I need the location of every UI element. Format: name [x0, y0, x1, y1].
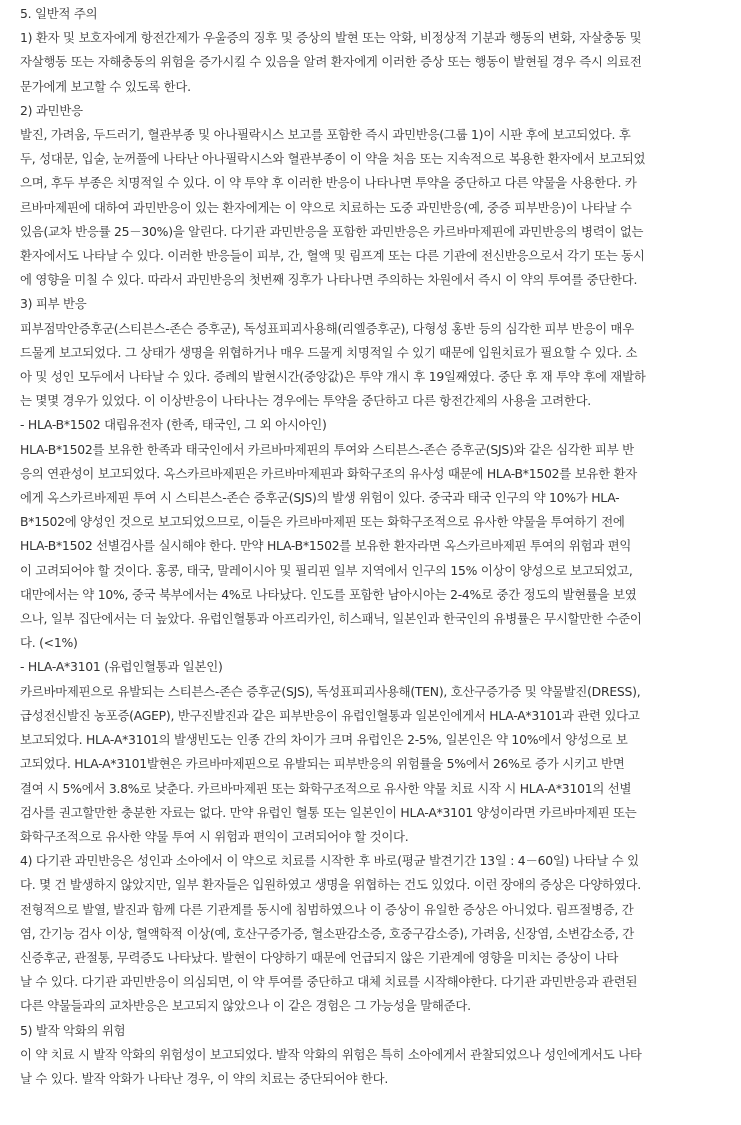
text-line: 다. (<1%) — [20, 635, 78, 651]
text-line: 자살행동 또는 자해충동의 위험을 증가시킬 수 있음을 알려 환자에게 이러한 증상 또는 행동이 발현될 경우 즉시 의료전 — [20, 54, 642, 70]
text-line: 날 수 있다. 다기관 과민반응이 의심되면, 이 약 투여를 중단하고 대체 치료를 시작해야한다. 다기관 과민반응과 관련된 — [20, 974, 638, 990]
text-line: 화학구조적으로 유사한 약물 투여 시 위험과 편익이 고려되어야 할 것이다. — [20, 828, 409, 844]
text-line: 급성전신발진 농포증(AGEP), 반구진발진과 같은 피부반응이 유럽인혈통과 일본인에게서 HLA-A*3101과 관련 있다고 — [20, 707, 640, 723]
allele-heading: - HLA-A*3101 (유럽인혈통과 일본인) — [20, 659, 223, 675]
text-line: 발진, 가려움, 두드러기, 혈관부종 및 아나필락시스 보고를 포함한 즉시 과민반응(그룹 1)이 시판 후에 보고되었다. 후 — [20, 127, 631, 143]
text-line: 대만에서는 약 10%, 중국 북부에서는 4%로 나타났다. 인도를 포함한 남아시아는 2-4%로 중간 정도의 발현률을 보였 — [20, 586, 637, 602]
text-line: HLA-B*1502를 보유한 한족과 태국인에서 카르바마제핀의 투여와 스티븐스-존슨 증후군(SJS)와 같은 심각한 피부 반 — [20, 441, 634, 457]
text-line: 결여 시 5%에서 3.8%로 낮춘다. 카르바마제핀 또는 화학구조적으로 유사한 약물 치료 시작 시 HLA-A*3101의 선별 — [20, 780, 632, 796]
text-line: 는 몇몇 경우가 있었다. 이 이상반응이 나타나는 경우에는 투약을 중단하고 다른 항전간제의 사용을 고려한다. — [20, 393, 591, 409]
text-line: 이 고려되어야 할 것이다. 홍콩, 태국, 말레이시아 및 필리핀 일부 지역에서 인구의 15% 이상이 양성으로 보고되었고, — [20, 562, 633, 578]
subsection-heading: 2) 과민반응 — [20, 102, 83, 118]
text-line: 피부점막안증후군(스티븐스-존슨 증후군), 독성표피괴사용해(리엘증후군), 다형성 홍반 등의 심각한 피부 반응이 매우 — [20, 320, 634, 336]
text-line: 카르바마제핀으로 유발되는 스티븐스-존슨 증후군(SJS), 독성표피괴사용해(TEN), 호산구증가증 및 약물발진(DRESS), — [20, 683, 641, 699]
text-line: 으며, 후두 부종은 치명적일 수 있다. 이 약 투약 후 이러한 반응이 나타나면 투약을 중단하고 다른 약물을 사용한다. 카 — [20, 175, 637, 191]
text-line: 5) 발작 악화의 위험 — [20, 1022, 126, 1038]
text-line: 1) 환자 및 보호자에게 항전간제가 우울증의 징후 및 증상의 발현 또는 악화, 비정상적 기분과 행동의 변화, 자살충동 및 — [20, 30, 642, 46]
text-line: 르바마제핀에 대하여 과민반응이 있는 환자에게는 이 약으로 치료하는 도중 과민반응(예, 중증 피부반응)이 나타날 수 — [20, 199, 632, 215]
allele-heading: - HLA-B*1502 대립유전자 (한족, 태국인, 그 외 아시아인) — [20, 417, 327, 433]
text-line: 다른 약물들과의 교차반응은 보고되지 않았으나 이 같은 경험은 그 가능성을 말해준다. — [20, 998, 471, 1014]
section-heading: 5. 일반적 주의 — [20, 6, 98, 21]
text-line: 날 수 있다. 발작 악화가 나타난 경우, 이 약의 치료는 중단되어야 한다. — [20, 1070, 389, 1086]
text-line: 응의 연관성이 보고되었다. 옥스카르바제핀은 카르바마제핀과 화학구조의 유사성 때문에 HLA-B*1502를 보유한 환자 — [20, 465, 637, 481]
text-line: 으나, 일부 집단에서는 더 높았다. 유럽인혈통과 아프리카인, 히스패닉, 일본인과 한국인의 유병률은 무시할만한 수준이 — [20, 611, 642, 627]
text-line: HLA-B*1502 선별검사를 실시해야 한다. 만약 HLA-B*1502를 보유한 환자라면 옥스카르바제핀 투여의 위험과 편익 — [20, 538, 632, 554]
text-line: 드물게 보고되었다. 그 상태가 생명을 위협하거나 매우 드물게 치명적일 수 있기 때문에 입원치료가 필요할 수 있다. 소 — [20, 344, 638, 360]
subsection-heading: 3) 피부 반응 — [20, 296, 87, 312]
text-line: 다. 몇 건 발생하지 않았지만, 일부 환자들은 입원하였고 생명을 위협하는 건도 있었다. 이런 장애의 증상은 다양하였다. — [20, 877, 641, 893]
text-line: 염, 간기능 검사 이상, 혈액학적 이상(예, 호산구증가증, 혈소판감소증, 호중구감소증), 가려움, 신장염, 소변감소증, 간 — [20, 925, 634, 941]
text-line: 있음(교차 반응률 25－30%)을 알린다. 다기관 과민반응을 포함한 과민반응은 카르바마제핀에 과민반응의 병력이 없는 — [20, 223, 644, 239]
text-line: 에게 옥스카르바제핀 투여 시 스티븐스-존슨 증후군(SJS)의 발생 위험이 있다. 중국과 태국 인구의 약 10%가 HLA- — [20, 490, 620, 506]
text-line: 환자에서도 나타날 수 있다. 이러한 반응들이 피부, 간, 혈액 및 림프계 또는 다른 기관에 전신반응으로서 각기 또는 동시 — [20, 248, 645, 264]
text-line: 에 영향을 미칠 수 있다. 따라서 과민반응의 첫번째 징후가 나타나면 주의하는 차원에서 즉시 이 약의 투여를 중단한다. — [20, 272, 638, 288]
text-line: 전형적으로 발열, 발진과 함께 다른 기관계를 동시에 침범하였으나 이 증상이 유일한 증상은 아니었다. 림프절병증, 간 — [20, 901, 634, 917]
text-line: 신증후군, 관절통, 무력증도 나타났다. 발현이 다양하기 때문에 언급되지 않은 기관계에 영향을 미치는 증상이 나타 — [20, 949, 619, 965]
subsection-heading: 이 약 치료 시 발작 악화의 위험성이 보고되었다. 발작 악화의 위험은 특히 소아에게서 관찰되었으나 성인에게서도 나타 — [20, 1046, 642, 1062]
text-line: 4) 다기관 과민반응은 성인과 소아에서 이 약으로 치료를 시작한 후 바로(평균 발견기간 13일 : 4－60일) 나타날 수 있 — [20, 853, 639, 869]
text-line: 두, 성대문, 입술, 눈꺼풀에 나타난 아나필락시스와 혈관부종이 이 약을 처음 또는 지속적으로 복용한 환자에서 보고되었 — [20, 151, 646, 167]
text-line: 아 및 성인 모두에서 나타날 수 있다. 증례의 발현시간(중앙값)은 투약 개시 후 19일째였다. 중단 후 재 투약 후에 재발하 — [20, 369, 646, 385]
text-line: 보고되었다. HLA-A*3101의 발생빈도는 인종 간의 차이가 크며 유럽인은 2-5%, 일본인은 약 10%에서 양성으로 보 — [20, 732, 628, 748]
text-line: 문가에게 보고할 수 있도록 한다. — [20, 78, 191, 94]
text-line: B*1502에 양성인 것으로 보고되었으므로, 이들은 카르바마제핀 또는 화학구조적으로 유사한 약물을 투여하기 전에 — [20, 514, 625, 530]
text-line: 고되었다. HLA-A*3101발현은 카르바마제핀으로 유발되는 피부반응의 위험률을 5%에서 26%로 증가 시키고 반면 — [20, 756, 625, 772]
text-line: 검사를 권고할만한 충분한 자료는 없다. 만약 유럽인 혈통 또는 일본인이 HLA-A*3101 양성이라면 카르바마제핀 또는 — [20, 804, 637, 820]
